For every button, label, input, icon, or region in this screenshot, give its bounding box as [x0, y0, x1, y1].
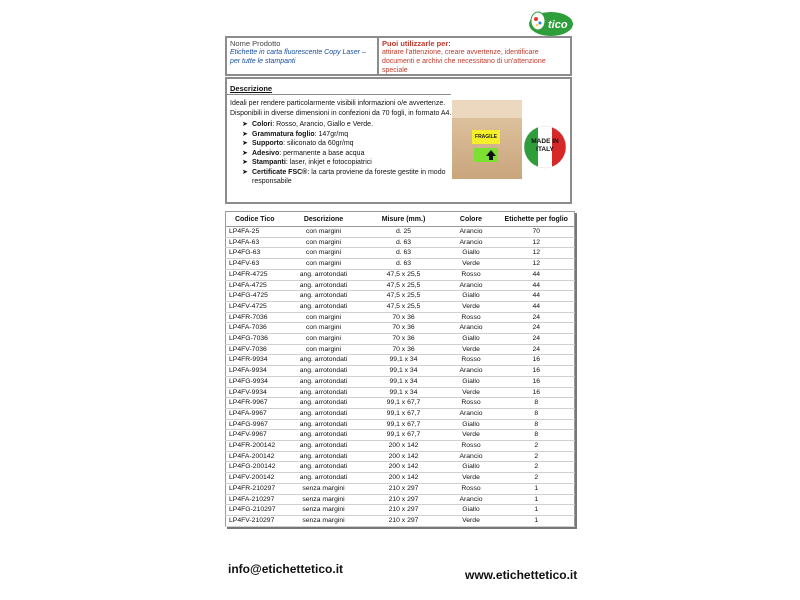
color-cell: Giallo: [444, 248, 499, 259]
labels-per-sheet-cell: 16: [499, 387, 575, 398]
labels-per-sheet-cell: 8: [499, 419, 575, 430]
size-cell: 99,1 x 67,7: [364, 408, 444, 419]
color-cell: Verde: [444, 301, 499, 312]
description-cell: ang. arrotondati: [284, 269, 364, 280]
labels-per-sheet-cell: 8: [499, 430, 575, 441]
size-cell: 210 x 297: [364, 515, 444, 526]
color-cell: Arancio: [444, 408, 499, 419]
color-cell: Giallo: [444, 419, 499, 430]
size-cell: 210 x 297: [364, 494, 444, 505]
code-cell: LP4FA-210297: [226, 494, 284, 505]
size-cell: 210 x 297: [364, 483, 444, 494]
code-cell: LP4FG-9967: [226, 419, 284, 430]
description-divider: [227, 94, 451, 95]
description-cell: ang. arrotondati: [284, 355, 364, 366]
labels-per-sheet-cell: 2: [499, 451, 575, 462]
code-cell: LP4FA-9934: [226, 366, 284, 377]
feature-item: [242, 130, 452, 140]
table-row: [226, 419, 575, 430]
size-cell: 200 x 142: [364, 462, 444, 473]
color-cell: Arancio: [444, 280, 499, 291]
description-cell: ang. arrotondati: [284, 387, 364, 398]
size-cell: 70 x 36: [364, 344, 444, 355]
table-row: [226, 280, 575, 291]
color-cell: Arancio: [444, 451, 499, 462]
feature-text: : laser, inkjet e fotocopiatrici: [285, 159, 372, 166]
size-cell: d. 63: [364, 248, 444, 259]
description-cell: con margini: [284, 334, 364, 345]
product-name-label: Nome Prodotto: [230, 39, 281, 48]
description-cell: ang. arrotondati: [284, 473, 364, 484]
table-row: [226, 451, 575, 462]
table-row: [226, 323, 575, 334]
code-cell: LP4FV-200142: [226, 473, 284, 484]
size-cell: d. 25: [364, 227, 444, 238]
table-row: [226, 366, 575, 377]
color-cell: Verde: [444, 387, 499, 398]
table-row: [226, 355, 575, 366]
product-photo: [452, 100, 522, 179]
labels-per-sheet-cell: 16: [499, 376, 575, 387]
labels-per-sheet-cell: 44: [499, 269, 575, 280]
size-cell: d. 63: [364, 259, 444, 270]
uses-cell: [379, 38, 570, 74]
column-header: Codice Tico: [226, 212, 284, 227]
uses-title: Puoi utilizzarle per:: [382, 39, 451, 48]
code-cell: LP4FA-4725: [226, 280, 284, 291]
color-cell: Giallo: [444, 334, 499, 345]
feature-label: Grammatura foglio: [252, 130, 315, 138]
column-header: Descrizione: [284, 212, 364, 227]
code-cell: LP4FR-7036: [226, 312, 284, 323]
labels-per-sheet-cell: 44: [499, 291, 575, 302]
feature-text: : Rosso, Arancio, Giallo e Verde.: [272, 121, 374, 128]
labels-per-sheet-cell: 1: [499, 494, 575, 505]
table-row: [226, 515, 575, 526]
arrow-icon: ➤: [242, 159, 248, 166]
description-body: [230, 99, 452, 187]
table-row: [226, 473, 575, 484]
labels-per-sheet-cell: 1: [499, 483, 575, 494]
code-cell: LP4FV-9934: [226, 387, 284, 398]
table-row: [226, 301, 575, 312]
size-cell: 70 x 36: [364, 323, 444, 334]
table-row: [226, 398, 575, 409]
table-row: [226, 430, 575, 441]
table-header-row: [226, 212, 575, 227]
code-cell: LP4FG-7036: [226, 334, 284, 345]
table-row: [226, 408, 575, 419]
description-cell: ang. arrotondati: [284, 408, 364, 419]
feature-item: [242, 158, 452, 168]
code-cell: LP4FV-210297: [226, 515, 284, 526]
color-cell: Giallo: [444, 462, 499, 473]
table-row: [226, 227, 575, 238]
size-cell: 200 x 142: [364, 441, 444, 452]
labels-per-sheet-cell: 24: [499, 323, 575, 334]
description-cell: con margini: [284, 323, 364, 334]
color-cell: Giallo: [444, 376, 499, 387]
color-cell: Giallo: [444, 291, 499, 302]
labels-per-sheet-cell: 24: [499, 344, 575, 355]
feature-item: [242, 149, 452, 159]
size-cell: 47,5 x 25,5: [364, 301, 444, 312]
description-cell: ang. arrotondati: [284, 441, 364, 452]
uses-text: attirare l'attenzione, creare avvertenze, identificare documenti e archivi che necessitano di un'attenzione speciale: [382, 49, 546, 74]
table-row: [226, 248, 575, 259]
product-name-cell: [227, 38, 379, 74]
feature-label: Supporto: [252, 140, 284, 147]
color-cell: Verde: [444, 430, 499, 441]
labels-per-sheet-cell: 12: [499, 248, 575, 259]
size-cell: 47,5 x 25,5: [364, 269, 444, 280]
description-cell: ang. arrotondati: [284, 366, 364, 377]
feature-text: : siliconato da 60gr/mq: [283, 140, 354, 147]
size-cell: 70 x 36: [364, 334, 444, 345]
description-cell: con margini: [284, 248, 364, 259]
description-cell: con margini: [284, 227, 364, 238]
code-cell: LP4FA-25: [226, 227, 284, 238]
labels-per-sheet-cell: 1: [499, 505, 575, 516]
arrow-icon: ➤: [242, 168, 248, 176]
code-cell: LP4FR-9967: [226, 398, 284, 409]
size-cell: 47,5 x 25,5: [364, 291, 444, 302]
description-cell: senza margini: [284, 515, 364, 526]
code-cell: LP4FR-200142: [226, 441, 284, 452]
box-top: [452, 100, 522, 118]
feature-label: Colori: [252, 121, 273, 128]
product-table-wrap: [225, 211, 574, 527]
logo-text: tico: [548, 19, 568, 31]
feature-label: Certificate FSC®: [252, 168, 308, 176]
tico-logo-graphic: [528, 8, 574, 38]
description-availability: Disponibili in diverse dimensioni in confezioni da 70 fogli, in formato A4.: [230, 109, 452, 117]
color-cell: Arancio: [444, 323, 499, 334]
code-cell: LP4FV-63: [226, 259, 284, 270]
labels-per-sheet-cell: 24: [499, 312, 575, 323]
labels-per-sheet-cell: 2: [499, 473, 575, 484]
feature-text: : permanente a base acqua: [279, 149, 365, 157]
description-cell: ang. arrotondati: [284, 462, 364, 473]
code-cell: LP4FV-4725: [226, 301, 284, 312]
description-cell: ang. arrotondati: [284, 291, 364, 302]
code-cell: LP4FA-9967: [226, 408, 284, 419]
table-row: [226, 441, 575, 452]
color-cell: Rosso: [444, 441, 499, 452]
size-cell: d. 63: [364, 237, 444, 248]
description-cell: ang. arrotondati: [284, 280, 364, 291]
table-row: [226, 334, 575, 345]
description-cell: ang. arrotondati: [284, 430, 364, 441]
description-cell: con margini: [284, 259, 364, 270]
column-header: Colore: [444, 212, 499, 227]
table-row: [226, 259, 575, 270]
header-box: [225, 36, 572, 76]
code-cell: LP4FA-200142: [226, 451, 284, 462]
description-cell: ang. arrotondati: [284, 376, 364, 387]
code-cell: LP4FR-9934: [226, 355, 284, 366]
code-cell: LP4FV-7036: [226, 344, 284, 355]
feature-item: [242, 139, 452, 149]
color-cell: Arancio: [444, 227, 499, 238]
labels-per-sheet-cell: 2: [499, 462, 575, 473]
description-intro: Ideali per rendere particolarmente visibili informazioni o/e avvertenze.: [230, 100, 446, 107]
table-row: [226, 483, 575, 494]
labels-per-sheet-cell: 12: [499, 237, 575, 248]
arrow-icon: ➤: [242, 130, 248, 138]
labels-per-sheet-cell: 8: [499, 398, 575, 409]
table-row: [226, 344, 575, 355]
this-side-up-label: [474, 148, 498, 162]
table-row: [226, 494, 575, 505]
labels-per-sheet-cell: 44: [499, 280, 575, 291]
arrow-icon: ➤: [242, 121, 248, 128]
labels-per-sheet-cell: 16: [499, 366, 575, 377]
description-cell: senza margini: [284, 494, 364, 505]
code-cell: LP4FR-4725: [226, 269, 284, 280]
color-cell: Rosso: [444, 398, 499, 409]
color-cell: Arancio: [444, 366, 499, 377]
table-body: [226, 227, 575, 527]
up-arrow-icon: [474, 148, 498, 162]
description-cell: senza margini: [284, 505, 364, 516]
table-row: [226, 291, 575, 302]
column-header: Etichette per foglio: [499, 212, 575, 227]
feature-text: : 147gr/mq: [314, 130, 349, 138]
size-cell: 99,1 x 34: [364, 387, 444, 398]
description-cell: ang. arrotondati: [284, 301, 364, 312]
color-cell: Arancio: [444, 237, 499, 248]
labels-per-sheet-cell: 70: [499, 227, 575, 238]
fragile-label: FRAGILE: [472, 130, 500, 144]
labels-per-sheet-cell: 2: [499, 441, 575, 452]
size-cell: 70 x 36: [364, 312, 444, 323]
color-cell: Rosso: [444, 355, 499, 366]
feature-label: Stampanti: [252, 159, 286, 166]
column-header: Misure (mm.): [364, 212, 444, 227]
color-cell: Rosso: [444, 483, 499, 494]
color-cell: Arancio: [444, 494, 499, 505]
code-cell: LP4FV-9967: [226, 430, 284, 441]
description-cell: con margini: [284, 312, 364, 323]
code-cell: LP4FG-210297: [226, 505, 284, 516]
description-cell: con margini: [284, 344, 364, 355]
size-cell: 99,1 x 67,7: [364, 398, 444, 409]
color-cell: Rosso: [444, 312, 499, 323]
description-heading: Descrizione: [230, 84, 273, 93]
table-row: [226, 387, 575, 398]
color-cell: Verde: [444, 259, 499, 270]
description-cell: ang. arrotondati: [284, 398, 364, 409]
size-cell: 99,1 x 67,7: [364, 430, 444, 441]
color-cell: Verde: [444, 344, 499, 355]
color-cell: Giallo: [444, 505, 499, 516]
made-in-italy-text: MADE IN ITALY: [531, 138, 559, 153]
code-cell: LP4FR-210297: [226, 483, 284, 494]
labels-per-sheet-cell: 24: [499, 334, 575, 345]
color-cell: Verde: [444, 473, 499, 484]
description-cell: con margini: [284, 237, 364, 248]
labels-per-sheet-cell: 12: [499, 259, 575, 270]
table-row: [226, 505, 575, 516]
size-cell: 47,5 x 25,5: [364, 280, 444, 291]
product-name: Etichette in carta fluorescente Copy Laser – per tutte le stampanti: [230, 49, 366, 65]
code-cell: LP4FG-4725: [226, 291, 284, 302]
code-cell: LP4FA-63: [226, 237, 284, 248]
feature-list: [242, 120, 452, 187]
color-cell: Verde: [444, 515, 499, 526]
arrow-icon: ➤: [242, 140, 248, 147]
table-row: [226, 237, 575, 248]
contact-email[interactable]: info@etichettetico.it: [228, 562, 344, 576]
labels-per-sheet-cell: 16: [499, 355, 575, 366]
labels-per-sheet-cell: 44: [499, 301, 575, 312]
code-cell: LP4FG-63: [226, 248, 284, 259]
labels-per-sheet-cell: 8: [499, 408, 575, 419]
feature-text: : la carta proviene da foreste gestite in modo responsabile: [252, 168, 446, 185]
made-in-italy-badge: [523, 125, 567, 169]
size-cell: 200 x 142: [364, 473, 444, 484]
product-table: [225, 211, 575, 527]
size-cell: 99,1 x 34: [364, 376, 444, 387]
feature-label: Adesivo: [252, 149, 280, 157]
size-cell: 99,1 x 34: [364, 355, 444, 366]
description-cell: senza margini: [284, 483, 364, 494]
color-cell: Rosso: [444, 269, 499, 280]
table-row: [226, 269, 575, 280]
size-cell: 99,1 x 67,7: [364, 419, 444, 430]
table-row: [226, 312, 575, 323]
tico-logo: [528, 8, 574, 38]
size-cell: 200 x 142: [364, 451, 444, 462]
size-cell: 210 x 297: [364, 505, 444, 516]
labels-per-sheet-cell: 1: [499, 515, 575, 526]
table-row: [226, 376, 575, 387]
feature-item: [242, 168, 452, 187]
size-cell: 99,1 x 34: [364, 366, 444, 377]
feature-item: [242, 120, 452, 130]
description-cell: ang. arrotondati: [284, 419, 364, 430]
code-cell: LP4FG-9934: [226, 376, 284, 387]
table-row: [226, 462, 575, 473]
code-cell: LP4FA-7036: [226, 323, 284, 334]
arrow-icon: ➤: [242, 149, 248, 157]
website-link[interactable]: www.etichettetico.it: [465, 568, 578, 582]
description-cell: ang. arrotondati: [284, 451, 364, 462]
code-cell: LP4FG-200142: [226, 462, 284, 473]
